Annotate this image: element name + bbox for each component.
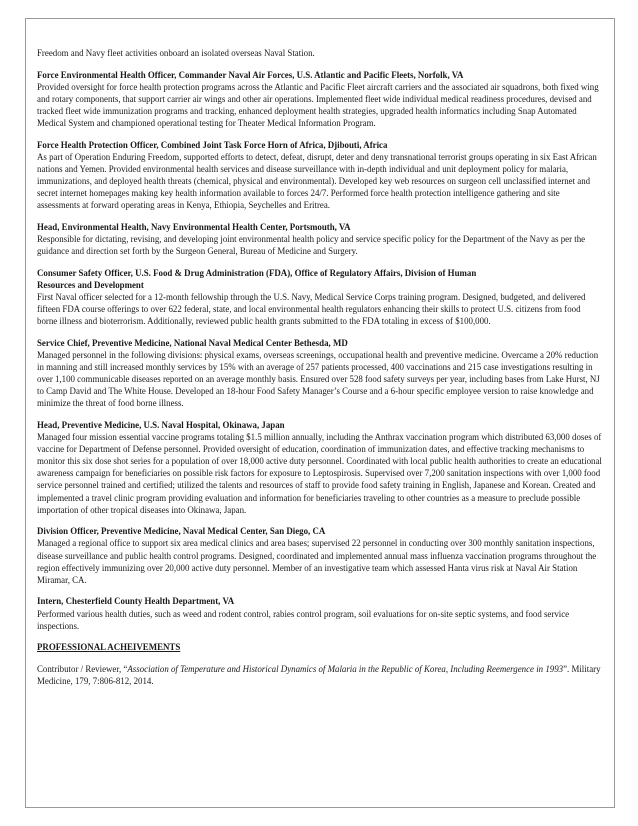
position-description: Performed various health duties, such as weed and rodent control, rabies control program, soil evaluations for on-site septic systems, and food service inspections. (37, 608, 570, 631)
citation-suffix: ”. Military Medicine, 179, 7:806-812, 2014. (37, 664, 601, 687)
position-title: Force Health Protection Officer, Combined Joint Task Force Horn of Africa, Djibouti, Africa (37, 139, 388, 150)
position-title: Force Environmental Health Officer, Commander Naval Air Forces, U.S. Atlantic and Pacific Fleets, Norfolk, VA (37, 69, 464, 80)
achievements-heading: PROFESSIONAL ACHEIVEMENTS (37, 642, 181, 653)
position-description: Responsible for dictating, revising, and developing joint environmental health policy and service specific policy for the Department of the Navy as per the guidance and direction set forth by the Surgeon General, Bureau of Medicine and Surgery. (37, 234, 586, 257)
position-entry (37, 139, 602, 212)
position-entry (37, 69, 602, 129)
achievement-citation (37, 663, 602, 687)
position-description: Provided oversight for force health protection programs across the Atlantic and Pacific Fleet aircraft carriers and the associated air squadrons, both fixed wing and rotary components, that support carrier air wings and other air operations. Implemented fleet wide individual medical readiness procedures, devised and tracked fleet wide immunization programs and tracking, enhanced deployment health strategies, upgraded health informatics including Snap Automated Medical System and championed operational testing for Theater Medical Information Program. (37, 81, 599, 129)
position-description: Managed four mission essential vaccine programs totaling $1.5 million annually, including the Anthrax vaccination program which distributed 63,000 doses of vaccine for Department of Defense personnel. Provided oversight of education, coordination of immunization dates, and effective tracking mechanisms to monitor this six dose shot series for a population of over 18,000 active duty personnel. Coordinated with local public health authorities to create an educational awareness campaign for beneficiaries on possible risk factors for exposure to Leptospirosis. Supervised over 7,200 sanitation inspections with over 1,000 food service personnel trained and certified; utilized the talents and resources of staff to provide food safety training in English, Japanese and Korean. Created and implemented a travel clinic program providing evaluation and information for beneficiaries traveling to other countries as a measure to preclude possible importation of other tropical diseases into Okinawa, Japan. (37, 432, 602, 515)
position-title: Division Officer, Preventive Medicine, Naval Medical Center, San Diego, CA (37, 526, 326, 537)
position-description: As part of Operation Enduring Freedom, supported efforts to detect, defeat, disrupt, deter and deny transnational terrorist groups operating in six East African nations and Yemen. Provided environmental health services and disease surveillance with in-depth individual and unit deployment policy for malaria, immunizations, and deployed health threats (chemical, physical and environmental). Developed key web resources on surgeon cell unclassified internet and secret internet homepages making key health information available to forces 24/7. Performed force health protection intelligence gathering and site assessments at forward operating areas in Kenya, Ethiopia, Seychelles and Eritrea. (37, 151, 597, 211)
position-title: Head, Environmental Health, Navy Environmental Health Center, Portsmouth, VA (37, 221, 351, 232)
position-entry (37, 267, 602, 327)
position-title: Consumer Safety Officer, U.S. Food & Drug Administration (FDA), Office of Regulatory Affairs, Division of Human Resources and Development (37, 267, 477, 290)
position-title: Intern, Chesterfield County Health Department, VA (37, 596, 235, 607)
resume-content (37, 47, 602, 688)
position-entry (37, 221, 602, 257)
citation-prefix: Contributor / Reviewer, “ (37, 664, 128, 675)
position-title: Service Chief, Preventive Medicine, National Naval Medical Center Bethesda, MD (37, 337, 348, 348)
position-description: Managed a regional office to support six area medical clinics and area bases; supervised 22 personnel in conducting over 300 monthly sanitation inspections, disease surveillance and public health control programs. Designed, coordinated and implemented annual mass influenza vaccination programs throughout the region effectively immunizing over 20,000 active duty personnel. Member of an investigative team which assessed Hanta virus risk at Naval Air Station Miramar, CA. (37, 538, 597, 585)
position-title: Head, Preventive Medicine, U.S. Naval Hospital, Okinawa, Japan (37, 420, 285, 430)
position-entry (37, 595, 602, 631)
citation-article-title: Association of Temperature and Historical Dynamics of Malaria in the Republic of Korea, Including Reemergence in 1993 (127, 664, 564, 675)
intro-text: Freedom and Navy fleet activities onboard an isolated overseas Naval Station. (37, 48, 315, 58)
position-entry (37, 525, 602, 585)
position-description: First Naval officer selected for a 12-month fellowship through the U.S. Navy, Medical Service Corps training program. Designed, budgeted, and delivered fifteen FDA course offerings to over 622 federal, state, and local environmental health regulators enhancing their skills to protect U.S. citizens from food borne illness and bioterrorism. Additionally, reviewed public health grants submitted to the FDA totaling in excess of $100,000. (37, 291, 586, 327)
position-entry (37, 419, 602, 516)
position-entry (37, 337, 602, 410)
position-description: Managed personnel in the following divisions: physical exams, overseas screenings, occupational health and preventive medicine. Overcame a 20% reduction in manning and still increased monthly services by 15% with an average of 257 patients processed, 400 vaccinations and 215 case investigations resulting in over 1,100 communicable diseases reported on an average monthly basis. Ensured over 528 food safety surveys per year, including bases from Lake Hurst, NJ to Camp David and The White House. Developed an 18-hour Food Safety Manager’s Course and a 6-hour specific employee version to raise knowledge and minimize the threat of food borne illness. (37, 349, 600, 409)
